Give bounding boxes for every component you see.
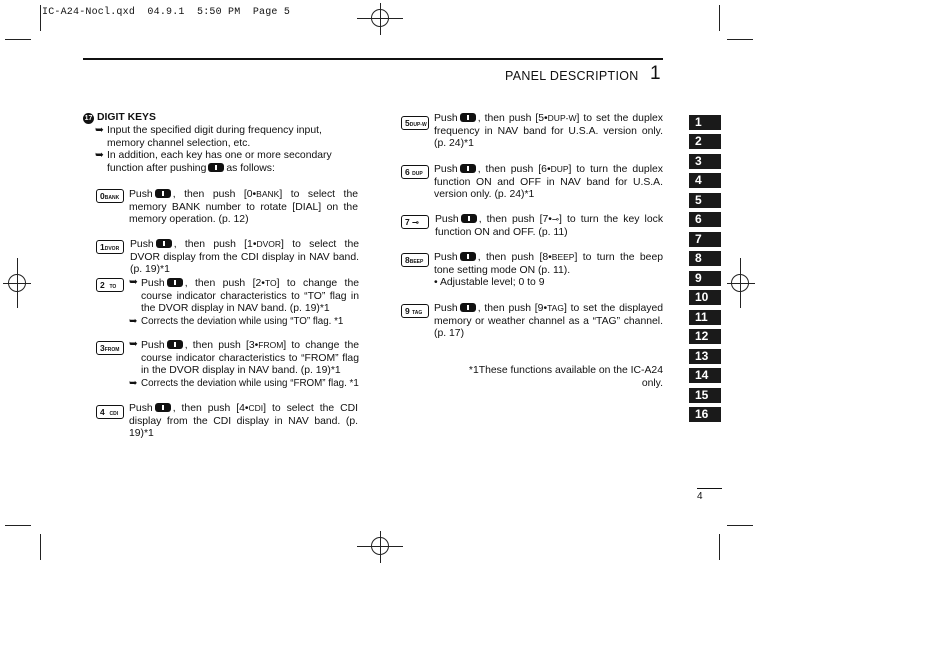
key-7-description: Push , then push [7•⊸] to turn the key lock function ON and OFF. (p. 11) [435, 214, 664, 238]
key-9-description: Push , then push [9•TAG] to set the displayed memory or weather channel as a “TAG” channel. (p. 17) [434, 303, 664, 340]
beep-level-note: • Adjustable level; 0 to 9 [434, 277, 545, 289]
chapter-tab-5[interactable]: 5 [689, 193, 721, 208]
page-number: 4 [697, 491, 703, 502]
key-8-description: Push , then push [8•BEEP] to turn the beep tone setting mode ON (p. 11). • Adjustable level; 0 to 9 [434, 252, 663, 289]
key-6-icon: 6 DUP [401, 165, 429, 179]
key-5-description: Push , then push [5•DUP-W] to set the duplex frequency in NAV band for U.S.A. version only. (p. 24)*1 [434, 113, 663, 150]
chapter-tab-13[interactable]: 13 [689, 349, 721, 364]
crop-mark [727, 525, 753, 526]
chapter-tab-11[interactable]: 11 [689, 310, 721, 325]
key-0-icon: 0BANK [96, 189, 124, 203]
function-key-icon [460, 113, 476, 122]
arrow-bullet-icon: ➥ [95, 125, 104, 136]
chapter-tab-2[interactable]: 2 [689, 134, 721, 149]
crop-mark [40, 534, 41, 560]
function-key-icon [461, 214, 477, 223]
function-key-icon [460, 164, 476, 173]
arrow-bullet-icon: ➥ [129, 277, 138, 288]
key-5-icon: 5DUP-W [401, 116, 429, 130]
key-symbol-icon: ⊸ [551, 214, 560, 224]
chapter-tab-9[interactable]: 9 [689, 271, 721, 286]
key-7-icon: 7 ⊸ [401, 215, 429, 229]
function-key-icon [460, 252, 476, 261]
crop-mark [5, 525, 31, 526]
footnote: *1These functions available on the IC-A24 only. [468, 365, 663, 389]
section-title: PANEL DESCRIPTION [505, 69, 639, 83]
chapter-tab-15[interactable]: 15 [689, 388, 721, 403]
key-3-icon: 3FROM [96, 341, 124, 355]
crop-mark [719, 5, 720, 31]
intro-bullet-1: ➥ Input the specified digit during frequency input, memory channel selection, etc. [95, 125, 322, 149]
file-header: IC-A24-Nocl.qxd 04.9.1 5:50 PM Page 5 [42, 7, 291, 18]
function-key-icon [208, 163, 224, 172]
intro-bullet-2: ➥ In addition, each key has one or more secondary function after pushing as follows: [95, 150, 332, 174]
crop-mark [5, 39, 31, 40]
arrow-bullet-icon: ➥ [129, 339, 138, 350]
chapter-tab-14[interactable]: 14 [689, 368, 721, 383]
function-key-icon [156, 239, 172, 248]
key-4-description: Push , then push [4•CDI] to select the CDI display from the CDI display in NAV band. (p. 19)*1 [129, 403, 358, 440]
key-2-icon: 2 TO [96, 278, 124, 292]
arrow-bullet-icon: ➥ [129, 315, 138, 327]
arrow-bullet-icon: ➥ [95, 150, 104, 161]
key-8-icon: 8BEEP [401, 253, 429, 267]
crop-mark [719, 534, 720, 560]
page-number-rule [697, 488, 722, 489]
chapter-tab-16[interactable]: 16 [689, 407, 721, 422]
function-key-icon [460, 303, 476, 312]
key-9-icon: 9 TAG [401, 304, 429, 318]
chapter-tab-3[interactable]: 3 [689, 154, 721, 169]
chapter-tab-4[interactable]: 4 [689, 173, 721, 188]
section-number: 1 [650, 63, 661, 84]
key-2-description: ➥ Push , then push [2•TO] to change the course indicator characteristics to “TO” flag in the DVOR display in NAV band. (p. 19)*1 ➥ Corrects the deviation while using “TO” flag. *1 [129, 277, 360, 327]
chapter-tab-12[interactable]: 12 [689, 329, 721, 344]
header-rule [83, 58, 663, 60]
chapter-tab-1[interactable]: 1 [689, 115, 721, 130]
crop-mark [727, 39, 753, 40]
function-key-icon [167, 278, 183, 287]
arrow-bullet-icon: ➥ [129, 377, 138, 389]
key-1-description: Push , then push [1•DVOR] to select the DVOR display from the CDI display in NAV band. (p. 19)*1 [130, 239, 359, 276]
key-3-description: ➥ Push , then push [3•FROM] to change the course indicator characteristics to “FROM” flag in the DVOR display in NAV band. (p. 19)*1 ➥ Corrects the deviation while using “FROM” flag. *1 [129, 339, 360, 389]
digit-keys-title: DIGIT KEYS [97, 112, 156, 123]
key-lock-icon: ⊸ [412, 218, 419, 227]
chapter-tab-6[interactable]: 6 [689, 212, 721, 227]
item-number-badge: 17 [84, 115, 93, 122]
crop-mark [40, 5, 41, 31]
key-4-icon: 4 CDI [96, 405, 124, 419]
key-1-icon: 1DVOR [96, 240, 124, 254]
chapter-tab-7[interactable]: 7 [689, 232, 721, 247]
function-key-icon [155, 189, 171, 198]
key-6-description: Push , then push [6•DUP] to turn the duplex function ON and OFF in NAV band for U.S.A. version only. (p. 24)*1 [434, 164, 663, 201]
function-key-icon [167, 340, 183, 349]
function-key-icon [155, 403, 171, 412]
key-0-description: Push , then push [0•BANK] to select the memory BANK number to rotate [DIAL] on the memory operation. (p. 12) [129, 189, 358, 226]
chapter-tab-8[interactable]: 8 [689, 251, 721, 266]
digit-keys-heading [83, 112, 156, 125]
chapter-tab-10[interactable]: 10 [689, 290, 721, 305]
